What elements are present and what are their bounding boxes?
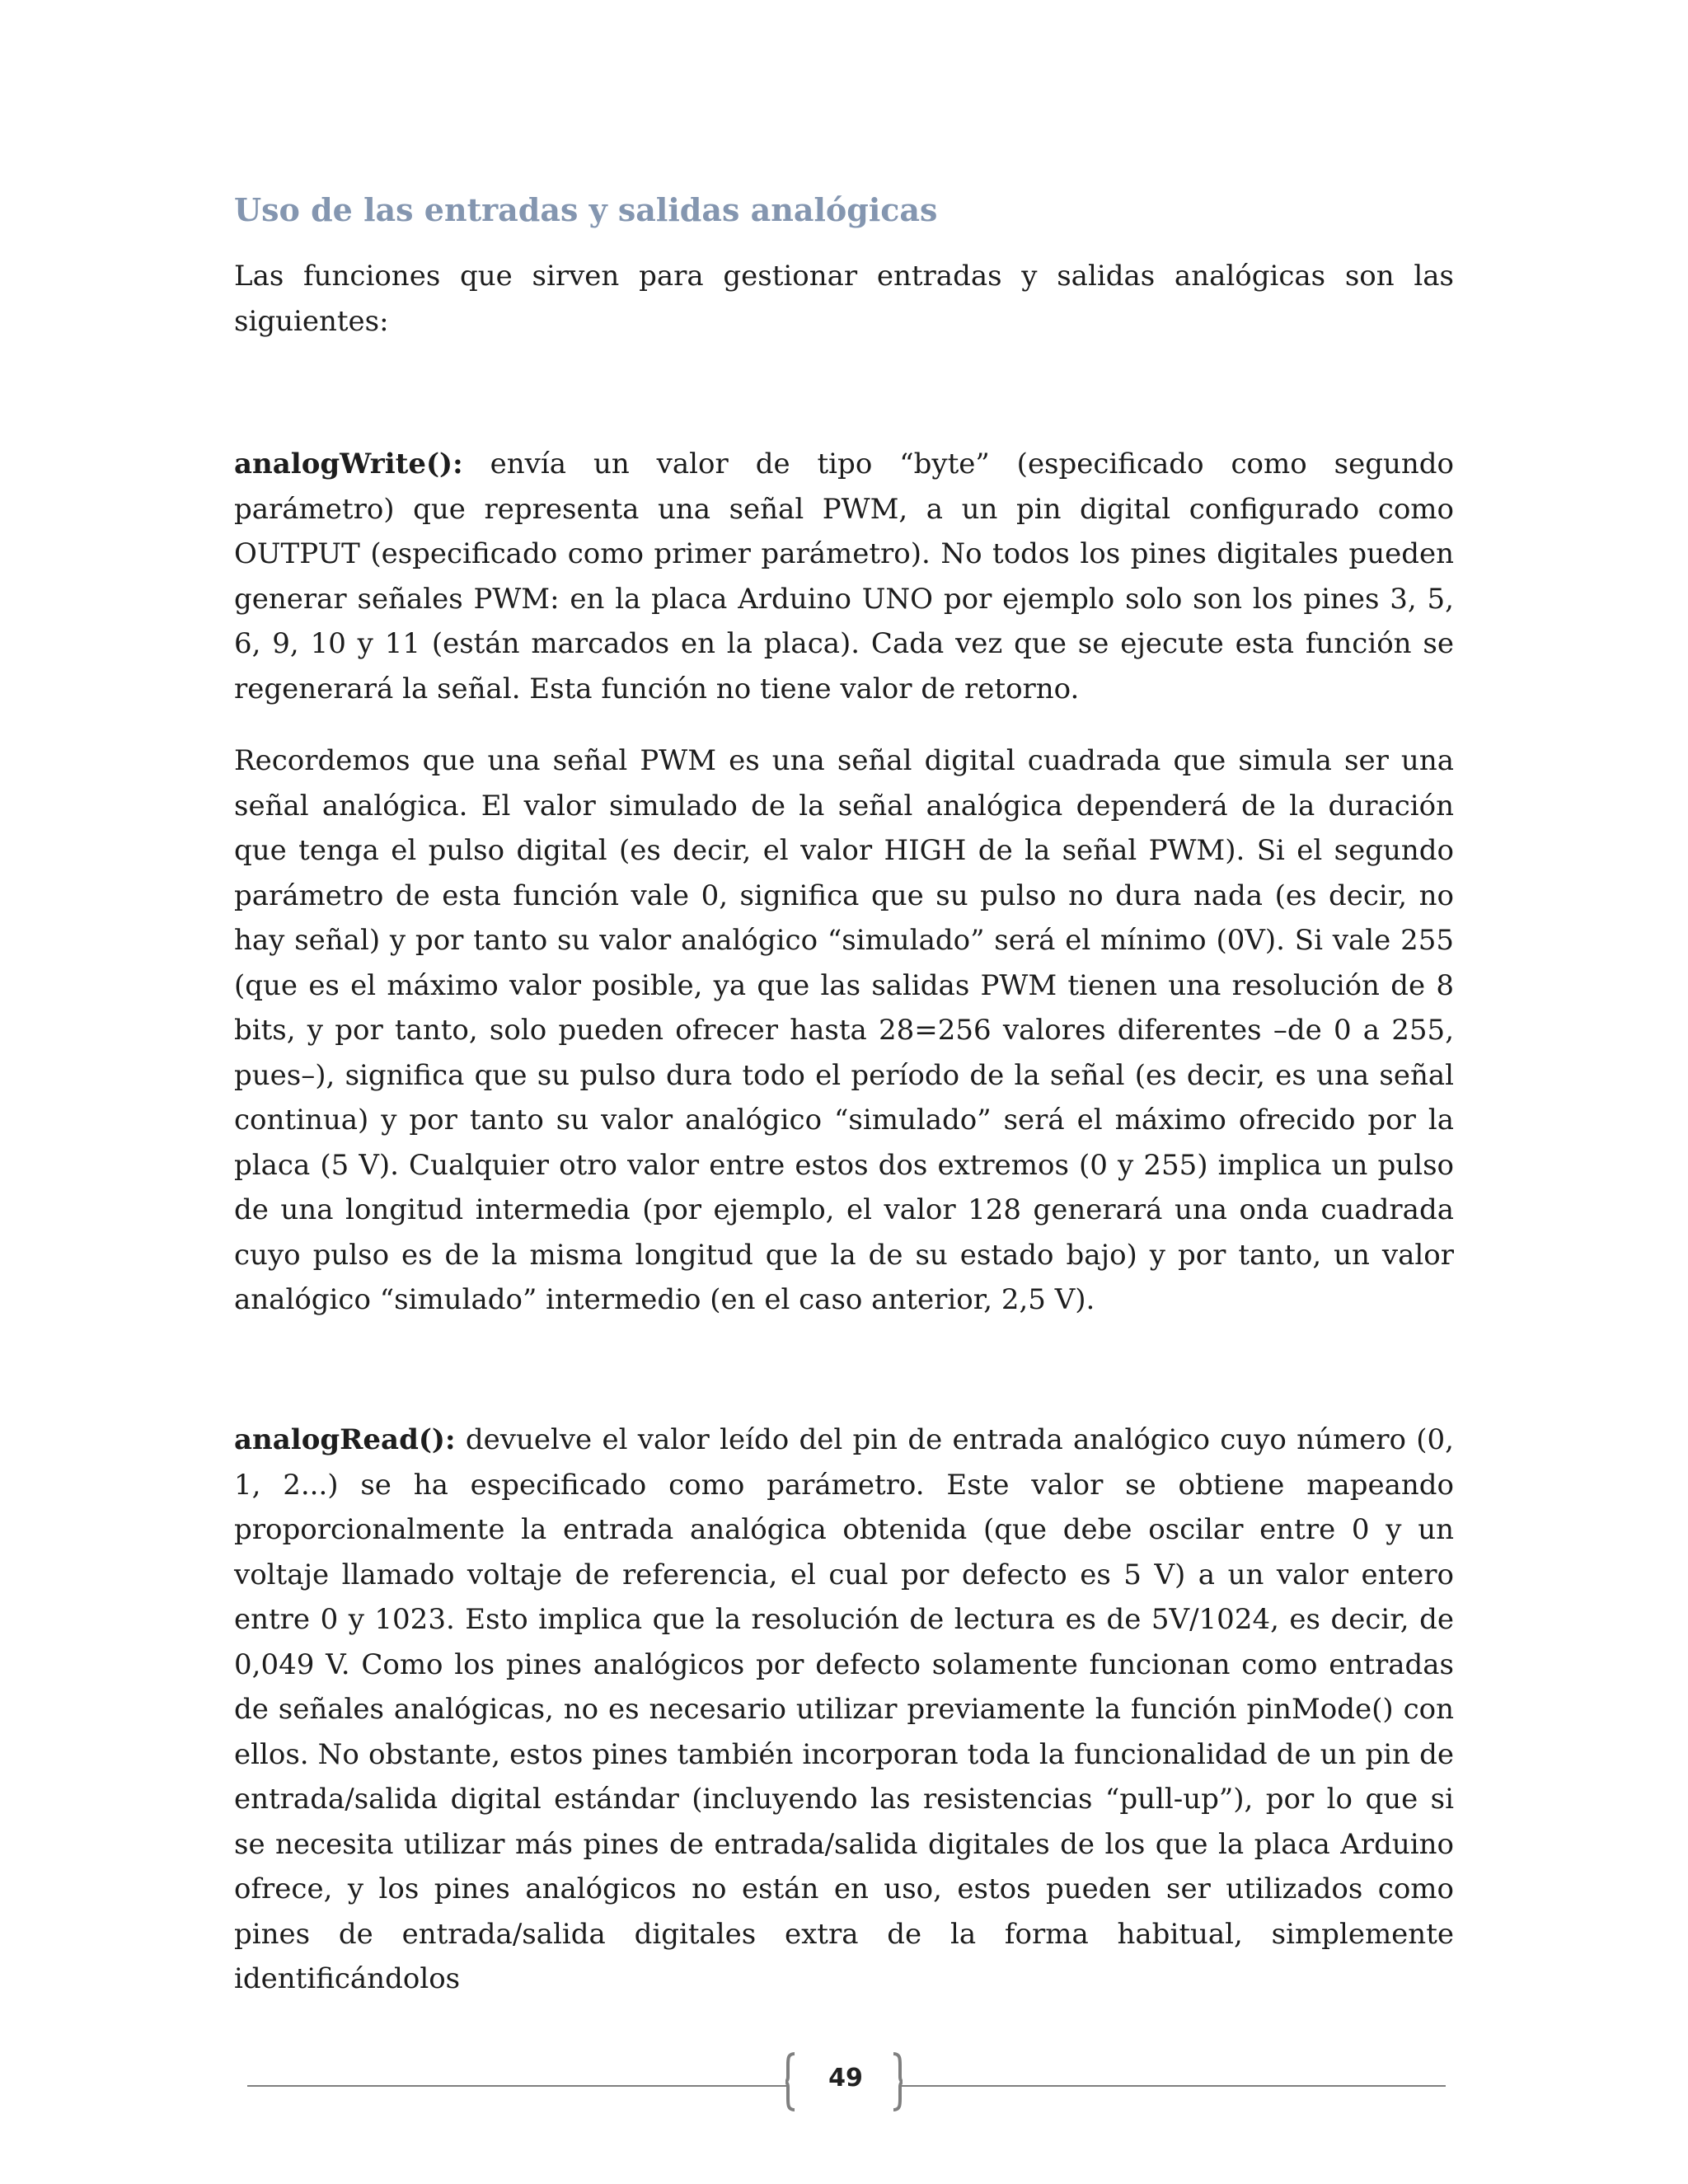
analogread-function-name: analogRead(): — [234, 1423, 456, 1456]
analogread-paragraph — [234, 1418, 1454, 2002]
analogwrite-paragraph — [234, 442, 1454, 711]
left-bracket-icon — [785, 2052, 796, 2111]
analogread-description: devuelve el valor leído del pin de entrada analógico cuyo número (0, 1, 2...) se ha especificado como parámetro. Este valor se obtiene mapeando proporcionalmente la entrada analógica obtenida (que debe oscilar entre 0 y un voltaje llamado voltaje de referencia, el cual por defecto es 5 V) a un valor entero entre 0 y 1023. Esto implica que la resolución de lectura es de 5V/1024, es decir, de 0,049 V. Como los pines analógicos por defecto solamente funcionan como entradas de señales analógicas, no es necesario utilizar previamente la función pinMode() con ellos. No obstante, estos pines también incorporan toda la funcionalidad de un pin de entrada/salida digital estándar (incluyendo las resistencias “pull-up”), por lo que si se necesita utilizar más pines de entrada/salida digitales de los que la placa Arduino ofrece, y los pines analógicos no están en uso, estos pueden ser utilizados como pines de entrada/salida digitales extra de la forma habitual, simplemente identificándolos — [234, 1423, 1454, 1995]
footer-rule-left — [247, 2085, 788, 2087]
section-heading: Uso de las entradas y salidas analógicas — [234, 191, 938, 228]
right-bracket-icon — [892, 2052, 903, 2111]
pwm-explanation-paragraph: Recordemos que una señal PWM es una señal digital cuadrada que simula ser una señal analógica. El valor simulado de la señal analógica dependerá de la duración que tenga el pulso digital (es decir, el valor HIGH de la señal PWM). Si el segundo parámetro de esta función vale 0, significa que su pulso no dura nada (es decir, no hay señal) y por tanto su valor analógico “simulado” será el mínimo (0V). Si vale 255 (que es el máximo valor posible, ya que las salidas PWM tienen una resolución de 8 bits, y por tanto, solo pueden ofrecer hasta 28=256 valores diferentes –de 0 a 255, pues–), significa que su pulso dura todo el período de la señal (es decir, es una señal continua) y por tanto su valor analógico “simulado” será el máximo ofrecido por la placa (5 V). Cualquier otro valor entre estos dos extremos (0 y 255) implica un pulso de una longitud intermedia (por ejemplo, el valor 128 generará una onda cuadrada cuyo pulso es de la misma longitud que la de su estado bajo) y por tanto, un valor analógico “simulado” intermedio (en el caso anterior, 2,5 V). — [234, 744, 1454, 1316]
intro-paragraph: Las funciones que sirven para gestionar entradas y salidas analógicas son las siguientes: — [234, 260, 1454, 338]
page-number: 49 — [828, 2064, 863, 2093]
analogwrite-description: envía un valor de tipo “byte” (especificado como segundo parámetro) que representa una señal PWM, a un pin digital configurado como OUTPUT (especificado como primer parámetro). No todos los pines digitales pueden generar señales PWM: en la placa Arduino UNO por ejemplo solo son los pines 3, 5, 6, 9, 10 y 11 (están marcados en la placa). Cada vez que se ejecute esta función se regenerará la señal. Esta función no tiene valor de retorno. — [234, 448, 1454, 705]
analogwrite-function-name: analogWrite(): — [234, 448, 463, 480]
footer-rule-right — [902, 2085, 1446, 2087]
